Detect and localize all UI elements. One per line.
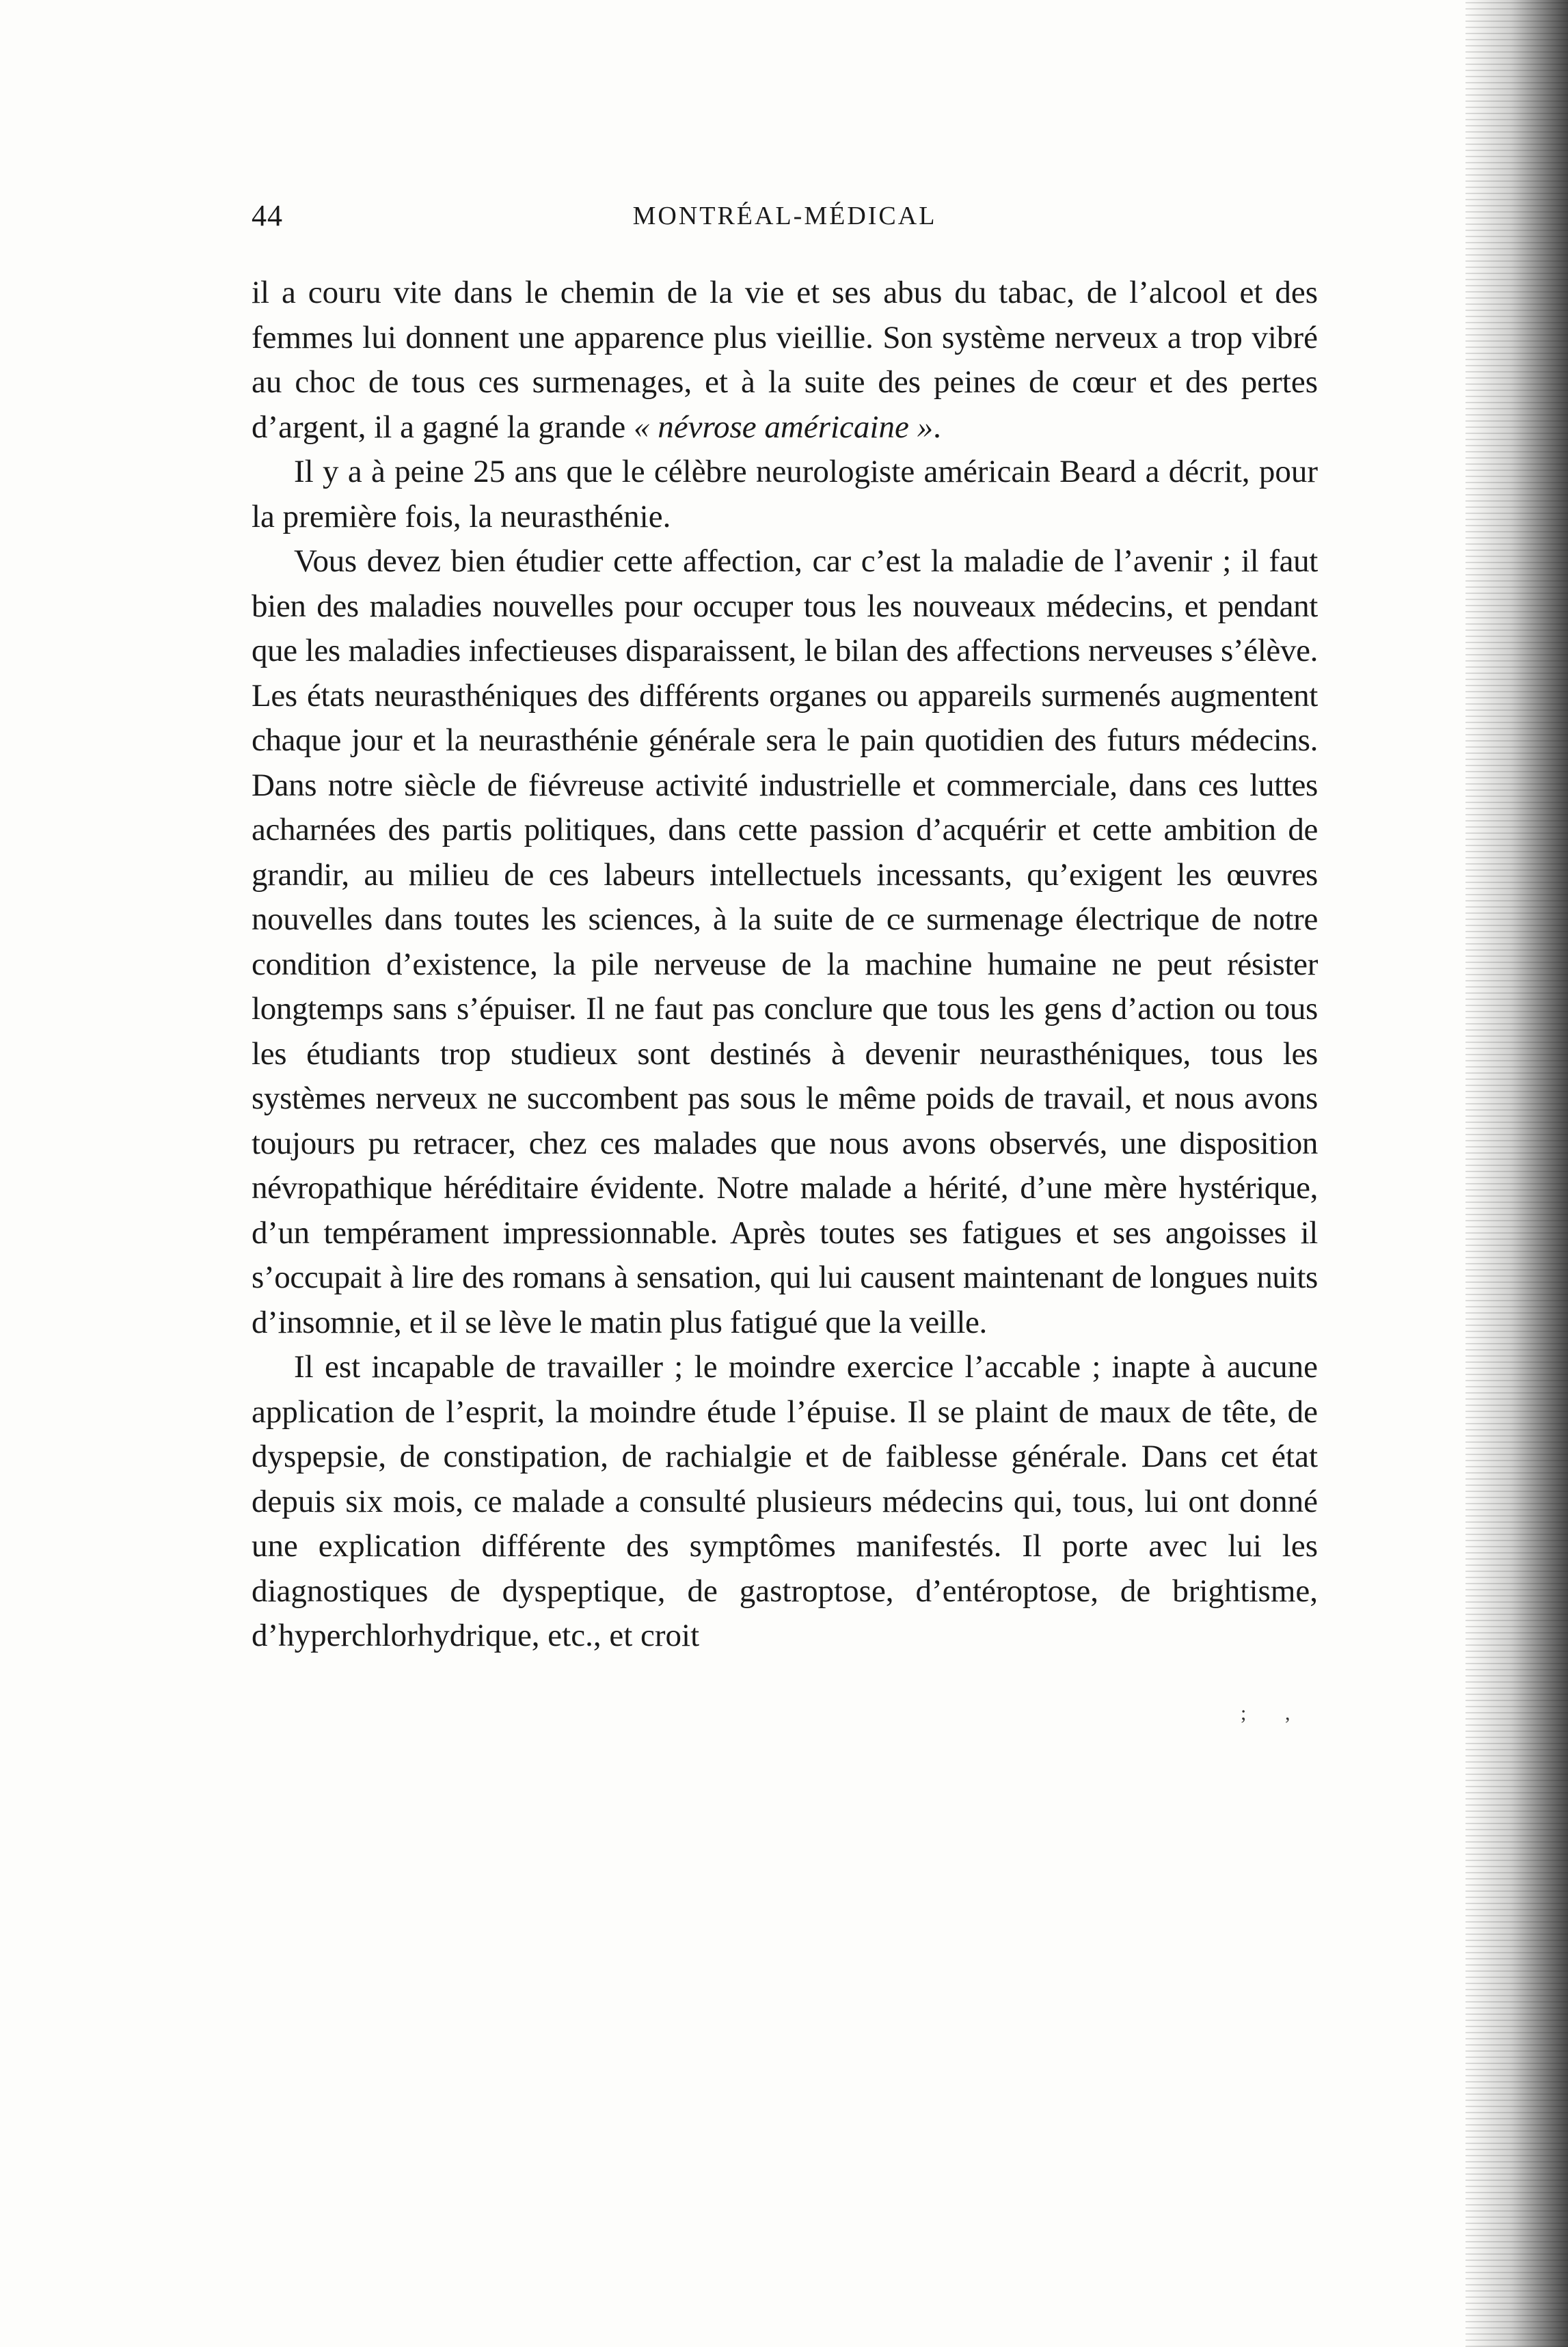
page-number: 44 <box>252 199 283 232</box>
paragraph-1-end: . <box>933 409 941 445</box>
running-title: MONTRÉAL-MÉDICAL <box>632 202 937 230</box>
page-edge-noise <box>1465 0 1568 2347</box>
paragraph-1-emphasis: « névrose américaine » <box>633 409 934 445</box>
paragraph-continuation <box>252 271 1318 450</box>
body-text <box>252 271 1318 1659</box>
scan-speck: ; <box>1241 1702 1247 1724</box>
paragraph-1-text: il a couru vite dans le chemin de la vie et ses abus du tabac, de l’alcool et des femmes lui donnent une apparence plus vieillie. Son système nerveux a trop vibré au choc de tous ces surmenages, et à la suite des peines de cœur et des pertes d’argent, il a gagné la grande <box>252 275 1318 445</box>
scan-speck: , <box>1285 1702 1290 1724</box>
running-head <box>252 195 1318 236</box>
paragraph-affection: Vous devez bien étudier cette affection, car c’est la maladie de l’avenir ; il faut bien des maladies nouvelles pour occuper tous les nouveaux médecins, et pendant que les maladies infectieuses disparaissent, le bilan des affections nerveuses s’élève. Les états neurasthéniques des différents organes ou appareils surmenés augmentent chaque jour et la neurasthénie générale sera le pain quotidien des futurs médecins. Dans notre siècle de fiévreuse activité industrielle et commerciale, dans ces luttes acharnées des partis politiques, dans cette passion d’acquérir et cette ambition de grandir, au milieu de ces labeurs intellectuels incessants, qu’exigent les œuvres nouvelles dans toutes les sciences, à la suite de ce surmenage électrique de notre condition d’existence, la pile nerveuse de la machine humaine ne peut résister longtemps sans s’épuiser. Il ne faut pas conclure que tous les gens d’action ou tous les étudiants trop studieux sont destinés à devenir neurasthéniques, tous les systèmes nerveux ne succombent pas sous le même poids de travail, et nous avons toujours pu retracer, chez ces malades que nous avons observés, une disposition névropathique héréditaire évidente. Notre malade a hérité, d’une mère hystérique, d’un tempérament impressionnable. Après toutes ses fatigues et ses angoisses il s’occupait à lire des romans à sensation, qui lui causent maintenant de longues nuits d’insomnie, et il se lève le matin plus fatigué que la veille. <box>252 543 1318 1340</box>
paragraph-beard: Il y a à peine 25 ans que le célèbre neurologiste américain Beard a décrit, pour la première fois, la neurasthénie. <box>252 454 1318 534</box>
paragraph-symptoms: Il est incapable de travailler ; le moindre exercice l’accable ; inapte à aucune application de l’esprit, la moindre étude l’épuise. Il se plaint de maux de tête, de dyspepsie, de constipation, de rachialgie et de faiblesse générale. Dans cet état depuis six mois, ce malade a consulté plusieurs médecins qui, tous, lui ont donné une explication différente des symptômes manifestés. Il porte avec lui les diagnostiques de dyspeptique, de gastroptose, d’entéroptose, de brightisme, d’hyperchlorhydrique, etc., et croit <box>252 1349 1318 1653</box>
